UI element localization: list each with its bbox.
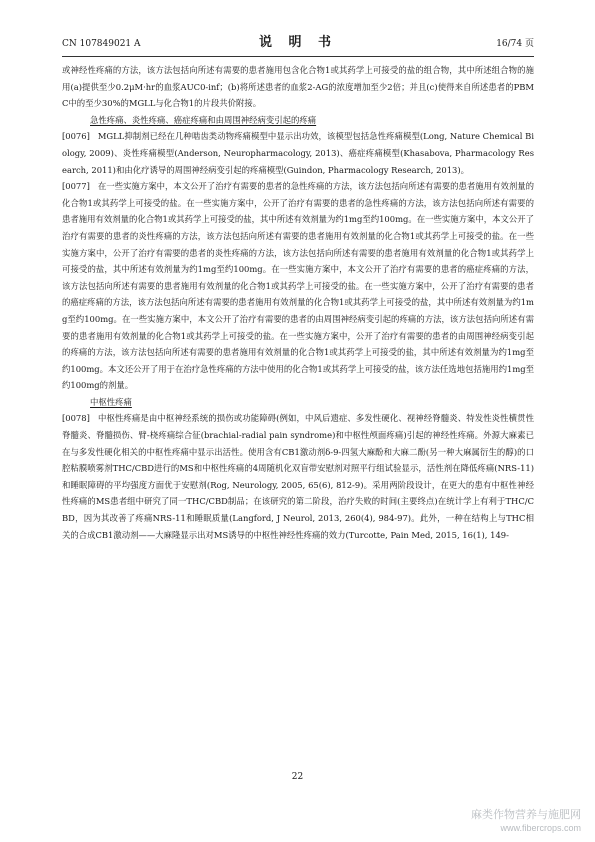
watermark-url: www.fibercrops.com [500,823,581,833]
document-body [62,62,534,543]
section-heading-text: 急性疼痛、炎性疼痛、癌症疼痛和由周围神经病变引起的疼痛 [90,114,317,125]
paragraph-number: [0077] [62,181,90,192]
paragraph-text: 在一些实施方案中，本文公开了治疗有需要的患者的急性疼痛的方法，该方法包括向所述有需要的患者施用有效剂量的化合物1或其药学上可接受的盐。在一些实施方案中，公开了治疗有需要的患者的急性疼痛的方法，该方法包括向所述有需要的患者施用有效剂量的化合物1或其药学上可接受的盐，其中所述有效剂量为约1mg至约100mg。在一些实施方案中，本文公开了治疗有需要的患者的炎性疼痛的方法，该方法包括向所述有需要的患者施用有效剂量的化合物1或其药学上可接受的盐。在一些实施方案中，公开了治疗有需要的患者的炎性疼痛的方法，该方法包括向所述有需要的患者施用有效剂量的化合物1或其药学上可接受的盐，其中所述有效剂量为约1mg至约100mg。在一些实施方案中，本文公开了治疗有需要的患者的癌症疼痛的方法，该方法包括向所述有需要的患者施用有效剂量的化合物1或其药学上可接受的盐。在一些实施方案中，公开了治疗有需要的患者的癌症疼痛的方法，该方法包括向所述有需要的患者施用有效剂量的化合物1或其药学上可接受的盐，其中所述有效剂量为约1mg至约100mg。在一些实施方案中，本文公开了治疗有需要的患者的由周围神经病变引起的疼痛的方法，该方法包括向所述有需要的患者施用有效剂量的化合物1或其药学上可接受的盐。在一些实施方案中，公开了治疗有需要的患者的由周围神经病变引起的疼痛的方法，该方法包括向所述有需要的患者施用有效剂量的化合物1或其药学上可接受的盐，其中所述有效剂量为约1mg至约100mg。本文还公开了用于在治疗急性疼痛的方法中使用的化合物1或其药学上可接受的盐，该方法任选地包括施用约1mg至约100mg的剂量。 [62,181,534,391]
watermark [411,808,581,838]
section-heading-central-pain [62,394,534,411]
intro-paragraph: 或神经性疼痛的方法，该方法包括向所述有需要的患者施用包含化合物1或其药学上可接受的盐的组合物，其中所述组合物的施用(a)提供至少0.2μM·hr的血浆AUC0-inf；(b)将所述患者的血浆2-AG的浓度增加至少2倍；并且(c)使得来自所述患者的PBMC中的至少30%的MGLL与化合物1的片段共价附接。 [62,65,534,109]
section-heading-acute-pain [62,112,534,129]
paragraph-text: 中枢性疼痛是由中枢神经系统的损伤或功能障碍(例如，中风后遗症、多发性硬化、视神经脊髓炎、特发性炎性横贯性脊髓炎、脊髓损伤、臂-桡疼痛综合征(brachial-radial pain syndrome)和中枢性颅面疼痛)引起的神经性疼痛。外源大麻素已在与多发性硬化相关的中枢性疼痛中显示出活性。使用含有CB1激动剂δ-9-四氢大麻酚和大麻二酚(另一种大麻属衍生的醇)的口腔粘膜喷雾剂THC/CBD进行的MS和中枢性疼痛的4周随机化双盲带安慰剂对照平行组试验显示，活性剂在降低疼痛(NRS-11)和睡眠障碍的平均强度方面优于安慰剂(Rog, Neurology, 2005, 65(6), 812-9)。采用两阶段设计，在更大的患有中枢性神经性疼痛的MS患者组中研究了同一THC/CBD制品；在该研究的第二阶段，治疗失败的时间(主要终点)在统计学上有利于THC/CBD，因为其改善了疼痛NRS-11和睡眠质量(Langford, J Neurol, 2013, 260(4), 984-97)。此外，一种在结构上与THC相关的合成CB1激动剂——大麻隆显示出对MS诱导的中枢性神经性疼痛的效力(Turcotte, Pain Med, 2015, 16(1), 149- [62,413,534,540]
document-title: 说 明 书 [258,35,338,50]
watermark-site-name: 麻类作物营养与施肥网 [471,809,581,821]
page-header [62,36,534,52]
paragraph-0077 [62,178,534,394]
paragraph-text: MGLL抑制剂已经在几种啮齿类动物疼痛模型中显示出功效，该模型包括急性疼痛模型(Long, Nature Chemical Biology, 2009)、炎性疼痛模型(Anderson, Neuropharmacology, 2013)、癌症疼痛模型(Khasabova, Pharmacology Research, 2011)和由化疗诱导的周围神经病变引起的疼痛模型(Guindon, Pharmacology Research, 2013)。 [62,131,534,175]
page-indicator: 16/74 页 [496,39,534,49]
paragraph-0076 [62,128,534,178]
paragraph-number: [0078] [62,413,90,424]
paragraph-0078 [62,410,534,543]
patent-number: CN 107849021 A [62,39,141,49]
page-number: 22 [291,772,304,782]
header-rule [62,56,534,57]
paragraph-number: [0076] [62,131,90,142]
section-heading-text: 中枢性疼痛 [90,396,132,407]
